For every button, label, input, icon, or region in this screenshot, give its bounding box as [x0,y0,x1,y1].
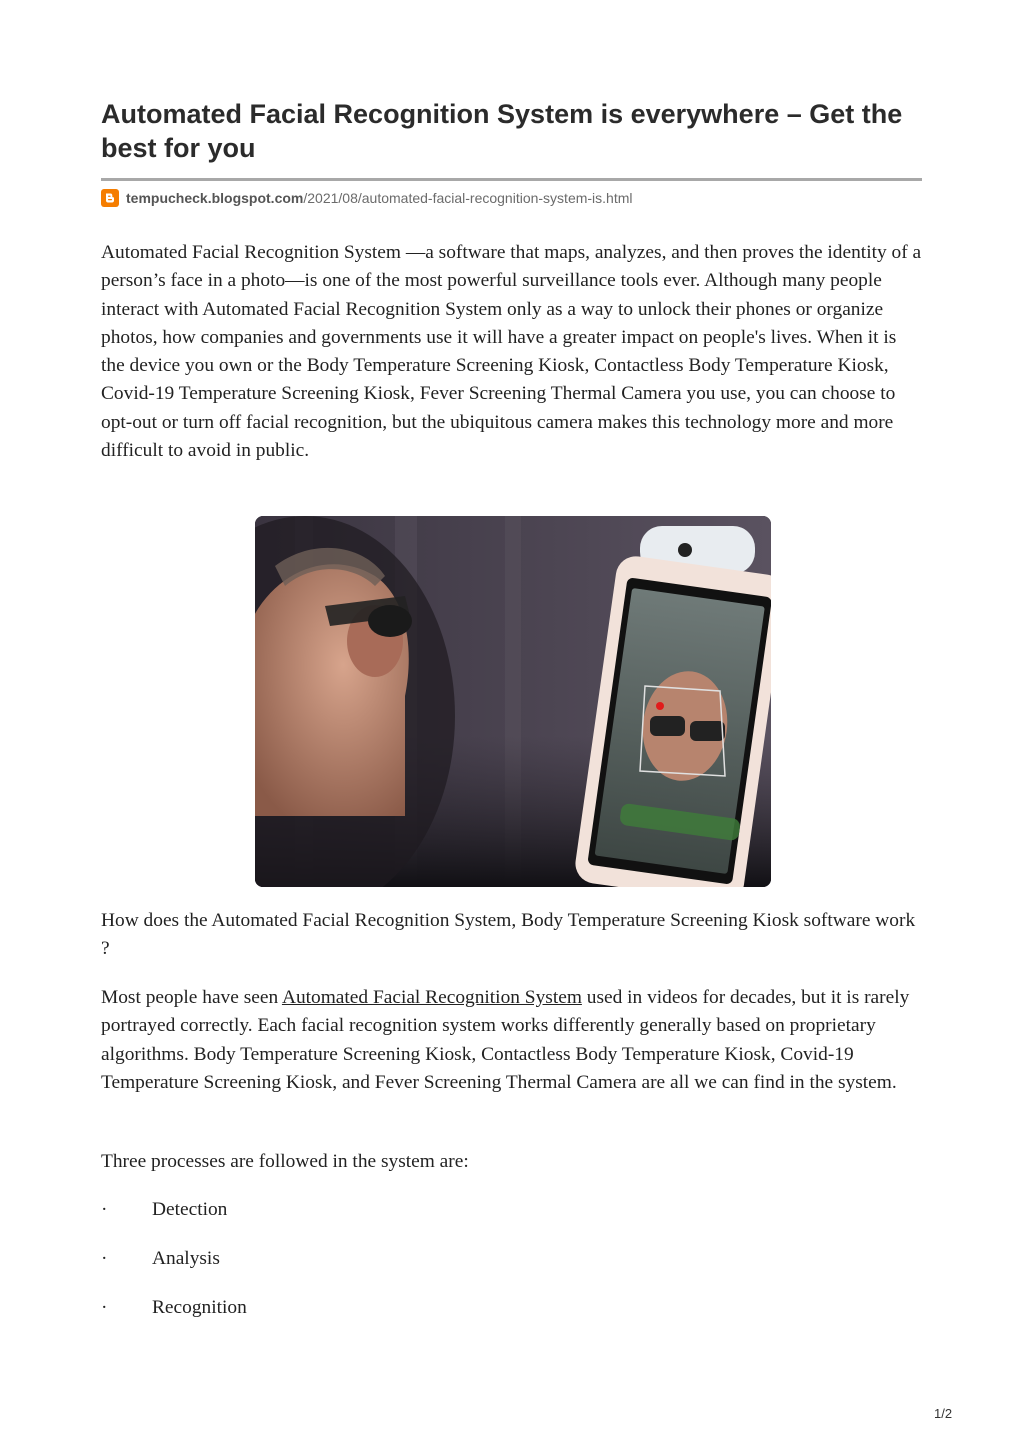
page-title: Automated Facial Recognition System is everywhere – Get the best for you [101,99,903,163]
title-divider [101,178,922,181]
kiosk-photo-illustration [255,516,771,887]
list-item [101,1196,922,1245]
page-number: 1/2 [934,1406,953,1421]
source-url[interactable] [101,188,633,208]
list-item [101,1245,922,1294]
explanation-paragraph [101,984,922,1097]
question-paragraph: How does the Automated Facial Recognition System, Body Temperature Screening Kiosk software work ? [101,910,916,960]
list-item [101,1294,922,1343]
list-item-text: Analysis [152,1248,220,1269]
list-bullet: · [101,1248,108,1269]
list-bullet: · [101,1297,108,1318]
blogger-icon [101,189,119,207]
list-item-text: Recognition [152,1297,247,1318]
source-domain: tempucheck.blogspot.com [126,190,304,206]
processes-intro: Three processes are followed in the system are: [101,1151,469,1172]
explanation-text-before: Most people have seen [101,987,282,1008]
list-bullet: · [101,1199,108,1220]
afrs-link[interactable]: Automated Facial Recognition System [281,987,582,1008]
intro-paragraph: Automated Facial Recognition System —a software that maps, analyzes, and then proves the identity of a person’s face in a photo—is one of the most powerful surveillance tools ever. Although many people interact with Automated Facial Recognition System only as a way to unlock their phones or organize photos, how companies and governments use it will have a greater impact on people's lives. When it is the device you own or the Body Temperature Screening Kiosk, Contactless Body Temperature Kiosk, Covid-19 Temperature Screening Kiosk, Fever Screening Thermal Camera you use, you can choose to opt-out or turn off facial recognition, but the ubiquitous camera makes this technology more and more difficult to avoid in public. [101,242,922,462]
process-list [101,1196,922,1343]
explanation-text-after: used in videos for decades, but it is rarely portrayed correctly. Each facial recognition system works differently generally based on proprietary algorithms. Body Temperature Screening Kiosk, Contactless Body Temperature Kiosk, Covid-19 Temperature Screening Kiosk, and Fever Screening Thermal Camera are all we can find in the system. [101,987,910,1093]
kiosk-photo [255,516,771,887]
source-path: /2021/08/automated-facial-recognition-system-is.html [303,190,633,206]
list-item-text: Detection [152,1199,228,1220]
